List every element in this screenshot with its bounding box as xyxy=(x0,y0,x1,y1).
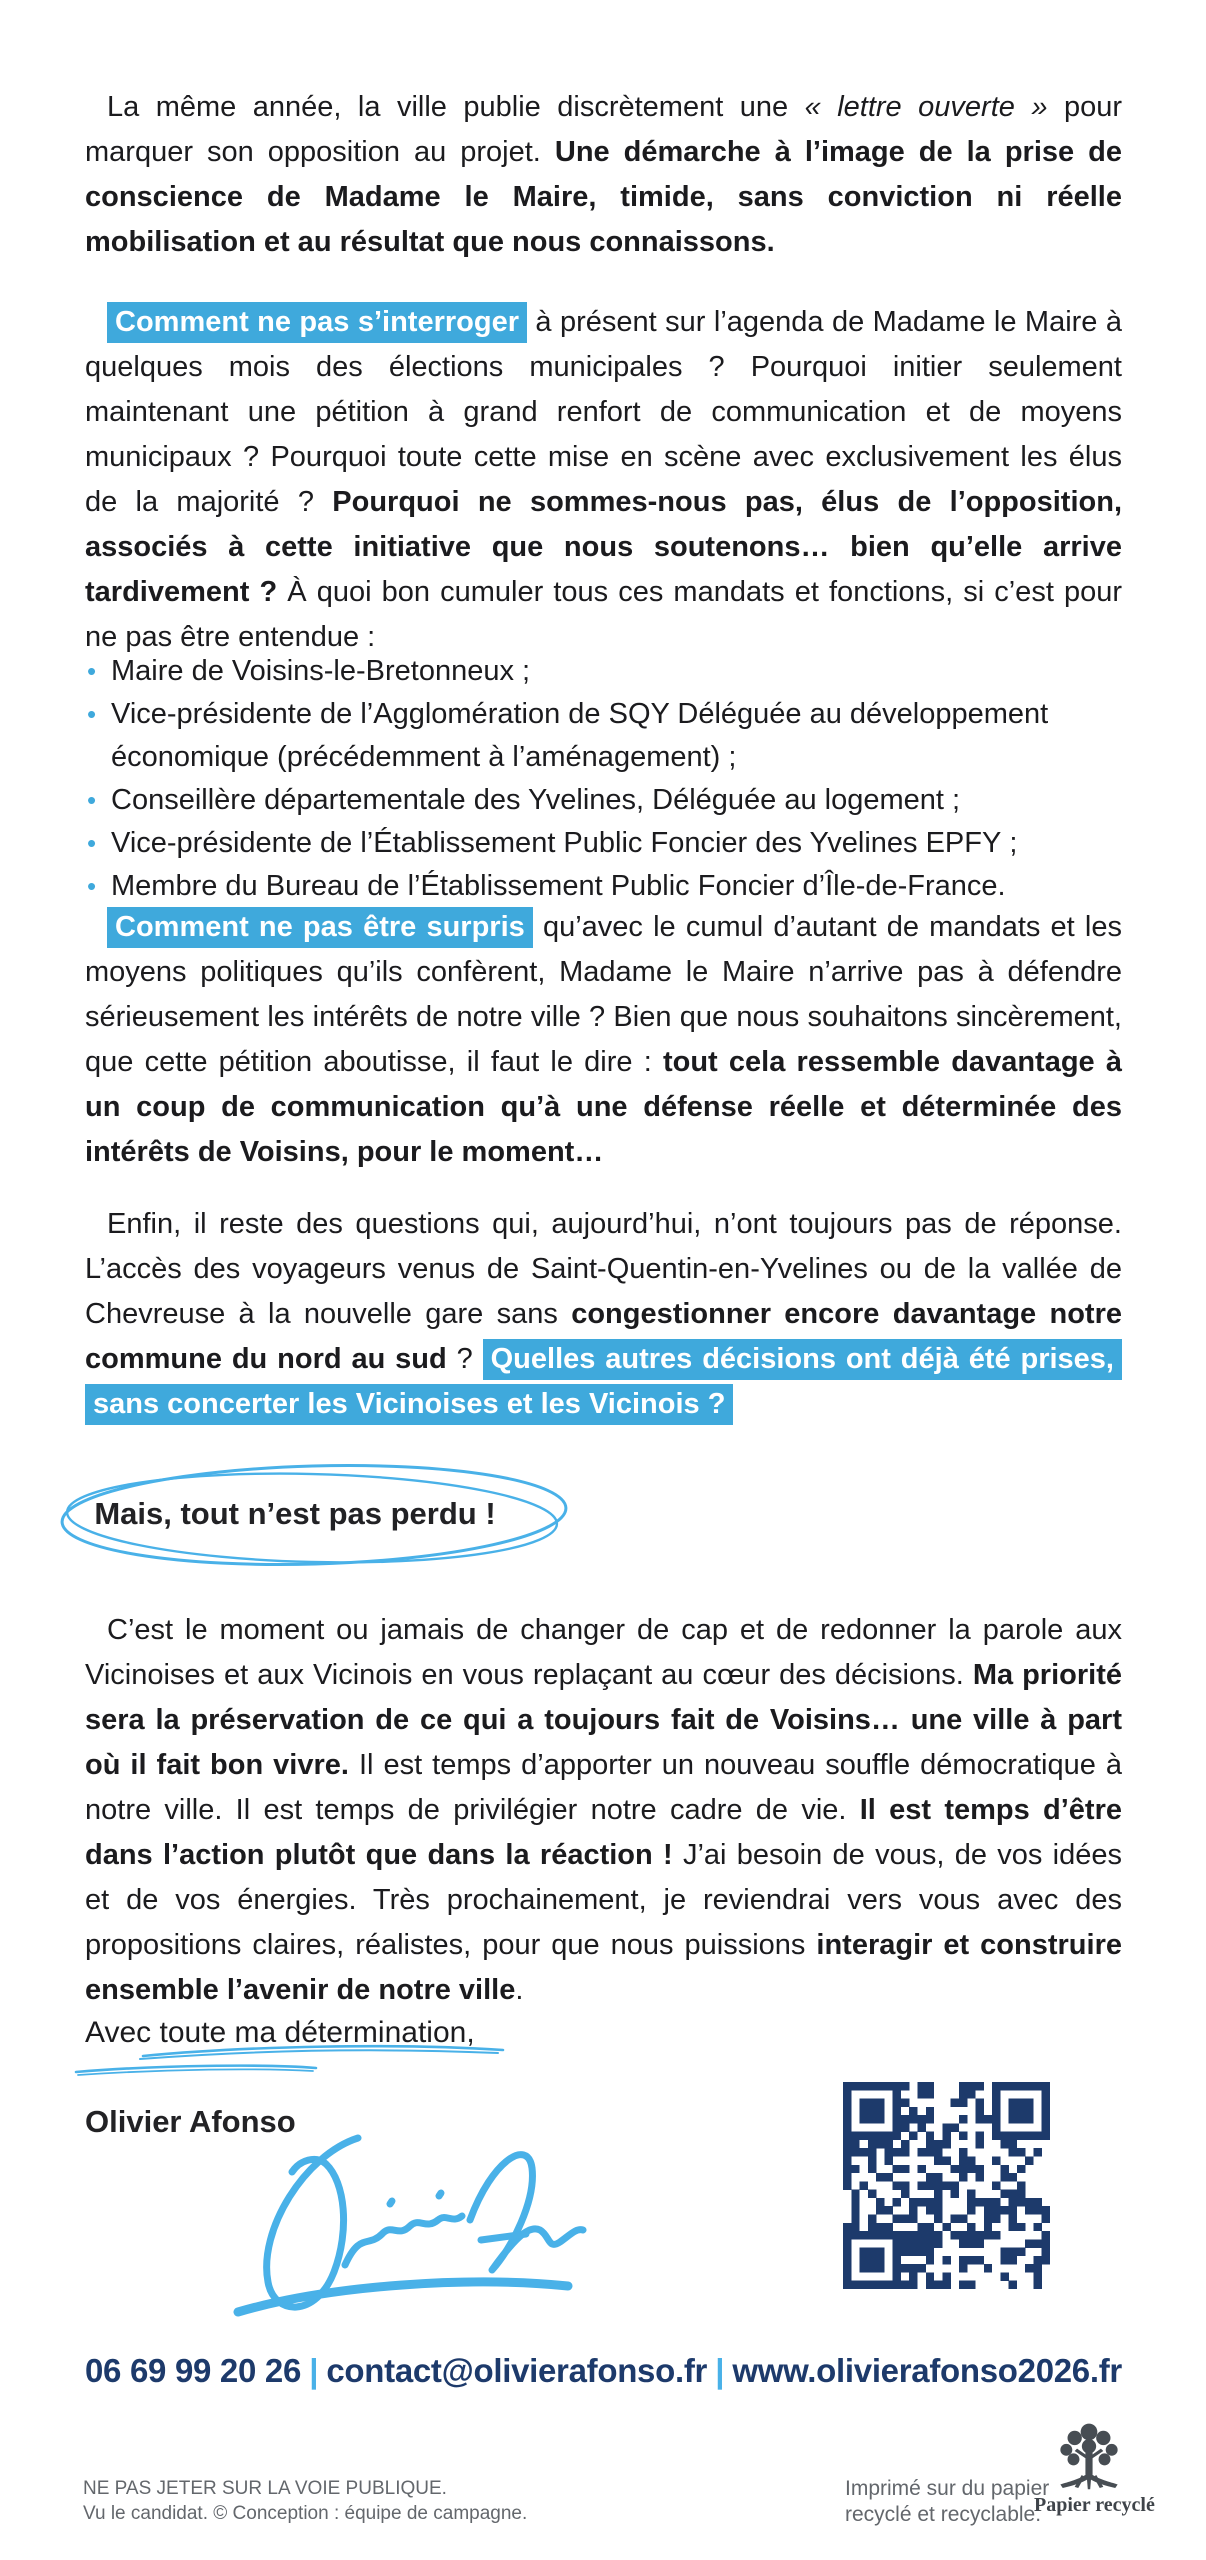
highlight-comment-ne-pas-etre-surpris: Comment ne pas être surpris xyxy=(107,907,533,948)
text-run: ? xyxy=(446,1343,483,1375)
text-run: . xyxy=(515,1974,524,2006)
separator-icon: | xyxy=(715,2352,725,2389)
paragraph-lettre-ouverte xyxy=(85,85,1122,265)
signatory-name: Olivier Afonso xyxy=(85,2104,296,2139)
callout-tout-nest-pas-perdu xyxy=(50,1458,580,1578)
highlight-quelles-autres-decisions: Quelles autres décisions ont déjà été prises, sans concerter les Vicinoises et les Vicinois ? xyxy=(85,1339,1122,1425)
list-item xyxy=(85,650,1122,693)
print-note-line2: recyclé et recyclable. xyxy=(845,2503,1042,2526)
bold-run: Une démarche à l’image de la prise de conscience de Madame le Maire, timide, sans conviction ni réelle mobilisation et au résultat que nous connaissons. xyxy=(85,136,1122,258)
hand-drawn-underline-icon xyxy=(68,2040,518,2090)
list-item xyxy=(85,779,1122,822)
tree-icon xyxy=(1053,2420,1125,2494)
qr-code xyxy=(843,2082,1050,2289)
website-url[interactable]: www.olivierafonso2026.fr xyxy=(732,2352,1122,2389)
print-note-line1: Imprimé sur du papier xyxy=(845,2477,1050,2500)
text-run: Enfin, il reste des questions qui, aujourd’hui, n’ont toujours pas de réponse. L’accès des voyageurs venus de Saint-Quentin-en-Yvelines ou de la vallée de Chevreuse à la nouvelle gare sans xyxy=(85,1208,1122,1330)
text-run: à présent sur l’agenda de Madame le Maire à quelques mois des élections municipales ? Pourquoi initier seulement maintenant une pétition à grand renfort de communication et de moyens municipaux ? Pourquoi toute cette mise en scène avec exclusivement les élus de la majorité ? xyxy=(85,306,1122,518)
text-run: Il est temps d’apporter un nouveau souffle démocratique à notre ville. Il est temps de privilégier notre cadre de vie. xyxy=(85,1749,1123,1826)
bullet-icon: • xyxy=(87,785,97,815)
bold-run: Ma priorité sera la préservation de ce qui a toujours fait de Voisins… une ville à part où il fait bon vivre. xyxy=(85,1659,1122,1781)
text-run: J’ai besoin de vous, de vos idées et de vos énergies. Très prochainement, je reviendrai vers vous avec des propositions claires, réalistes, pour que nous puissions xyxy=(85,1839,1123,1961)
legal-note-line1: NE PAS JETER SUR LA VOIE PUBLIQUE. xyxy=(83,2478,447,2499)
bold-run: Il est temps d’être dans l’action plutôt que dans la réaction ! xyxy=(85,1794,1122,1871)
signature-icon xyxy=(140,2120,590,2330)
list-item xyxy=(85,693,1122,779)
contact-bar xyxy=(85,2352,1122,2390)
text-run: pour marquer son opposition au projet. xyxy=(85,91,1122,168)
mandates-list xyxy=(85,650,1122,908)
callout-text: Mais, tout n’est pas perdu ! xyxy=(94,1496,496,1531)
list-item-text: Conseillère départementale des Yvelines, Déléguée au logement ; xyxy=(111,784,961,816)
list-item xyxy=(85,865,1122,908)
email-address[interactable]: contact@olivierafonso.fr xyxy=(326,2352,708,2389)
bullet-icon: • xyxy=(87,828,97,858)
italic-quote: « lettre ouverte » xyxy=(804,91,1048,123)
recycled-paper-logo xyxy=(1034,2420,1155,2517)
paragraph-questions xyxy=(85,1202,1122,1427)
list-item-text: Vice-présidente de l’Établissement Public Foncier des Yvelines EPFY ; xyxy=(111,827,1018,859)
list-item-text: Maire de Voisins-le-Bretonneux ; xyxy=(111,655,531,687)
legal-note xyxy=(83,2476,527,2526)
phone-number[interactable]: 06 69 99 20 26 xyxy=(85,2352,302,2389)
bullet-icon: • xyxy=(87,699,97,729)
bold-run: tout cela ressemble davantage à un coup de communication qu’à une défense réelle et déterminée des intérêts de Voisins, pour le moment… xyxy=(85,1046,1122,1168)
legal-note-line2: Vu le candidat. © Conception : équipe de campagne. xyxy=(83,2503,528,2524)
bullet-icon: • xyxy=(87,871,97,901)
recycled-paper-label: Papier recyclé xyxy=(1034,2494,1155,2516)
bullet-icon: • xyxy=(87,656,97,686)
text-run: qu’avec le cumul d’autant de mandats et les moyens politiques qu’ils confèrent, Madame le Maire n’arrive pas à défendre sérieusement les intérêts de notre ville ? Bien que nous souhaitons sincèrement, que cette pétition aboutisse, il faut le dire : xyxy=(85,911,1122,1078)
list-item xyxy=(85,822,1122,865)
bold-run: interagir et construire ensemble l’avenir de notre ville xyxy=(85,1929,1122,2006)
paragraph-surprise xyxy=(85,905,1122,1175)
paragraph-conclusion xyxy=(85,1608,1122,2013)
bold-run: Pourquoi ne sommes-nous pas, élus de l’opposition, associés à cette initiative que nous soutenons… bien qu’elle arrive tardivement ? xyxy=(85,486,1122,608)
paragraph-interrogation xyxy=(85,300,1122,660)
separator-icon: | xyxy=(309,2352,319,2389)
text-run: À quoi bon cumuler tous ces mandats et fonctions, si c’est pour ne pas être entendue : xyxy=(85,576,1122,653)
closing-line: Avec toute ma détermination, xyxy=(85,2016,475,2049)
list-item-text: Vice-présidente de l’Agglomération de SQY Déléguée au développement économique (précédemment à l’aménagement) ; xyxy=(111,698,1049,773)
list-item-text: Membre du Bureau de l’Établissement Public Foncier d’Île-de-France. xyxy=(111,870,1006,902)
text-run: C’est le moment ou jamais de changer de cap et de redonner la parole aux Vicinoises et aux Vicinois en vous replaçant au cœur des décisions. xyxy=(85,1614,1122,1691)
print-note xyxy=(845,2476,1049,2528)
highlight-comment-ne-pas-sinterroger: Comment ne pas s’interroger xyxy=(107,302,527,343)
text-run: La même année, la ville publie discrètement une xyxy=(107,91,805,123)
bold-run: congestionner encore davantage notre commune du nord au sud xyxy=(85,1298,1122,1375)
